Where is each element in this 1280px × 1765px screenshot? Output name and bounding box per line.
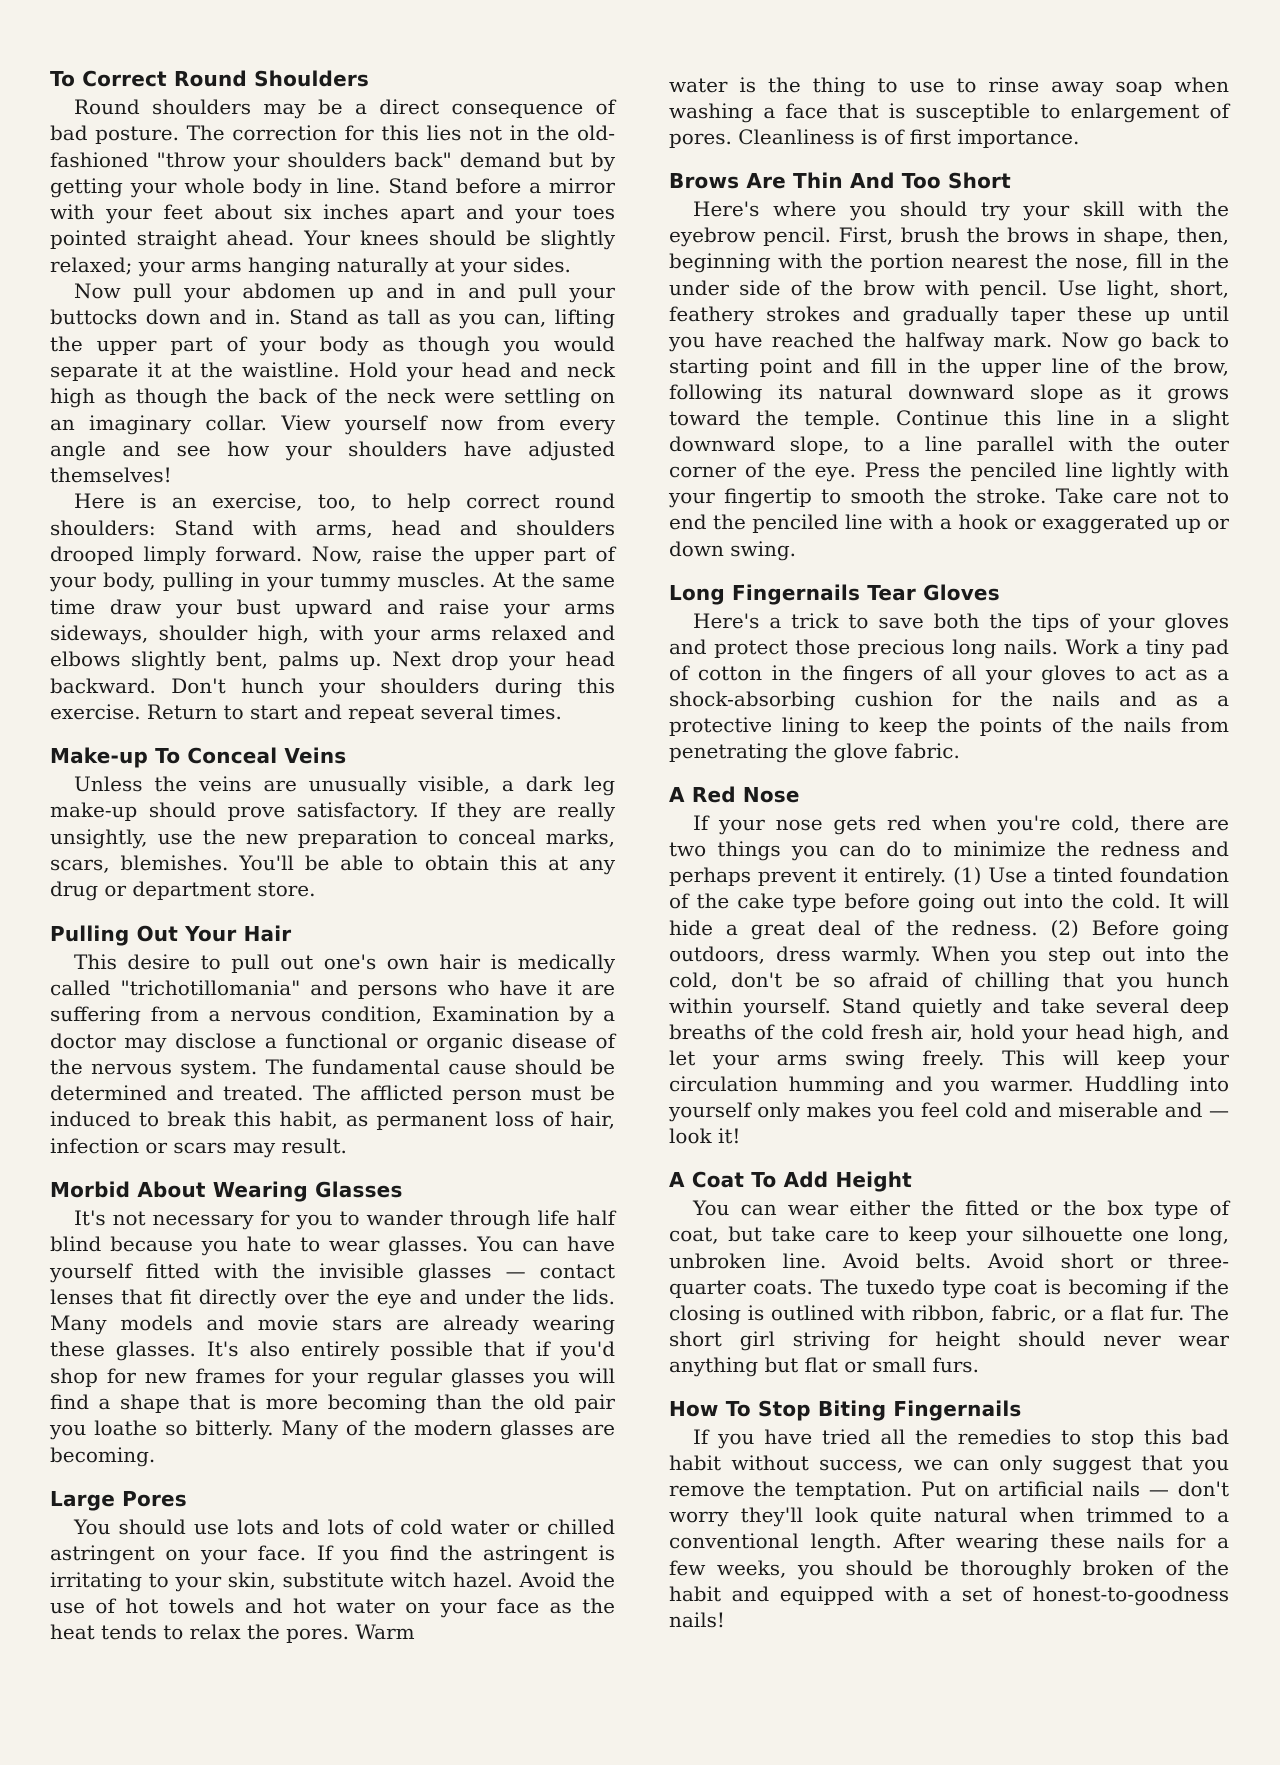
paragraph: You should use lots and lots of cold water or chilled astringent on your face. If you find the astringent is irritating to your skin, substitute witch hazel. Avoid the use of hot towels and hot water on your face as the heat tends to relax the pores. Warm (50, 1514, 615, 1645)
section-thin-brows (669, 168, 1229, 561)
section-coat-height (669, 1167, 1229, 1378)
heading-biting-fingernails: How To Stop Biting Fingernails (669, 1397, 1022, 1422)
paragraph: It's not necessary for you to wander through life half blind because you hate to wear glasses. You can have yourself fitted with the invisible glasses — contact lenses that fit directly over the eye and under the lids. Many models and movie stars are already wearing these glasses. It's also entirely possible that if you'd shop for new frames for your regular glasses you will find a shape that is more becoming than the old pair you loathe so bitterly. Many of the modern glasses are becoming. (50, 1205, 615, 1467)
paragraph: Here is an exercise, too, to help correct round shoulders: Stand with arms, head and shoulders drooped limply forward. Now, raise the upper part of your body, pulling in your tummy muscles. At the same time draw your bust upward and raise your arms sideways, shoulder high, with your arms relaxed and elbows slightly bent, palms up. Next drop your head backward. Don't hunch your shoulders during this exercise. Return to start and repeat several times. (50, 489, 615, 724)
heading-coat-height: A Coat To Add Height (669, 1168, 912, 1193)
heading-pulling-hair: Pulling Out Your Hair (50, 921, 292, 946)
section-pores-continued (669, 72, 1229, 150)
heading-wearing-glasses: Morbid About Wearing Glasses (50, 1177, 403, 1202)
section-pulling-hair (50, 921, 615, 1159)
right-column (669, 72, 1229, 1651)
left-column (50, 66, 615, 1663)
heading-round-shoulders: To Correct Round Shoulders (50, 67, 369, 91)
heading-red-nose: A Red Nose (669, 783, 800, 808)
paragraph: You can wear either the fitted or the box type of coat, but take care to keep your silhouette one long, unbroken line. Avoid belts. Avoid short or three-quarter coats. The tuxedo type coat is becoming if the closing is outlined with ribbon, fabric, or a flat fur. The short girl striving for height should never wear anything but flat or small furs. (669, 1196, 1229, 1377)
paragraph: If you have tried all the remedies to stop this bad habit without success, we can only suggest that you remove the temptation. Put on artificial nails — don't worry they'll look quite natural when trimmed to a conventional length. After wearing these nails for a few weeks, you should be thoroughly broken of the habit and equipped with a set of honest-to-goodness nails! (669, 1425, 1229, 1632)
section-biting-fingernails (669, 1396, 1229, 1633)
paragraph: Here's where you should try your skill with the eyebrow pencil. First, brush the brows in shape, then, beginning with the portion nearest the nose, fill in the under side of the brow with pencil. Use light, short, feathery strokes and gradually taper these up until you have reached the halfway mark. Now go back to starting point and fill in the upper line of the brow, following its natural downward slope as it grows toward the temple. Continue this line in a slight downward slope, to a line parallel with the outer corner of the eye. Press the penciled line lightly with your fingertip to smooth the stroke. Take care not to end the penciled line with a hook or exaggerated up or down swing. (669, 197, 1229, 561)
section-red-nose (669, 782, 1229, 1149)
paragraph: This desire to pull out one's own hair is medically called "trichotillomania" and persons who have it are suffering from a nervous condition, Examination by a doctor may disclose a functional or organic disease of the nervous system. The fundamental cause should be determined and treated. The afflicted person must be induced to break this habit, as permanent loss of hair, infection or scars may result. (50, 949, 615, 1158)
paragraph: Unless the veins are unusually visible, a dark leg make-up should prove satisfactory. If they are really unsightly, use the new preparation to conceal marks, scars, blemishes. You'll be able to obtain this at any drug or department store. (50, 772, 615, 902)
section-wearing-glasses (50, 1177, 615, 1468)
paragraph: Now pull your abdomen up and in and pull your buttocks down and in. Stand as tall as you can, lifting the upper part of your body as though you would separate it at the waistline. Hold your head and neck high as though the back of the neck were settling on an imaginary collar. View yourself now from every angle and see how your shoulders have adjusted themselves! (50, 279, 615, 488)
paragraph-continuation: water is the thing to use to rinse away soap when washing a face that is susceptible to enlargement of pores. Cleanliness is of first importance. (669, 73, 1229, 150)
paragraph: Here's a trick to save both the tips of your gloves and protect those precious long nails. Work a tiny pad of cotton in the fingers of all your gloves to act as a shock-absorbing cushion for the nails and as a protective lining to keep the points of the nails from penetrating the glove fabric. (669, 608, 1229, 764)
paragraph: Round shoulders may be a direct consequence of bad posture. The correction for this lies not in the old-fashioned "throw your shoulders back" demand but by getting your whole body in line. Stand before a mirror with your feet about six inches apart and your toes pointed straight ahead. Your knees should be slightly relaxed; your arms hanging naturally at your sides. (50, 95, 615, 277)
section-large-pores (50, 1486, 615, 1645)
heading-thin-brows: Brows Are Thin And Too Short (669, 169, 1011, 194)
heading-conceal-veins: Make-up To Conceal Veins (50, 744, 347, 769)
section-conceal-veins (50, 743, 615, 902)
heading-large-pores: Large Pores (50, 1486, 187, 1511)
paragraph: If your nose gets red when you're cold, there are two things you can do to minimize the redness and perhaps prevent it entirely. (1) Use a tinted foundation of the cake type before going out into the cold. It will hide a great deal of the redness. (2) Before going outdoors, dress warmly. When you step out into the cold, don't be so afraid of chilling that you hunch within yourself. Stand quietly and take several deep breaths of the cold fresh air, hold your head high, and let your arms swing freely. This will keep your circulation humming and you warmer. Huddling into yourself only makes you feel cold and miserable and — look it! (669, 811, 1229, 1149)
section-fingernails-gloves (669, 580, 1229, 765)
heading-fingernails-gloves: Long Fingernails Tear Gloves (669, 580, 1000, 605)
section-round-shoulders (50, 66, 615, 725)
